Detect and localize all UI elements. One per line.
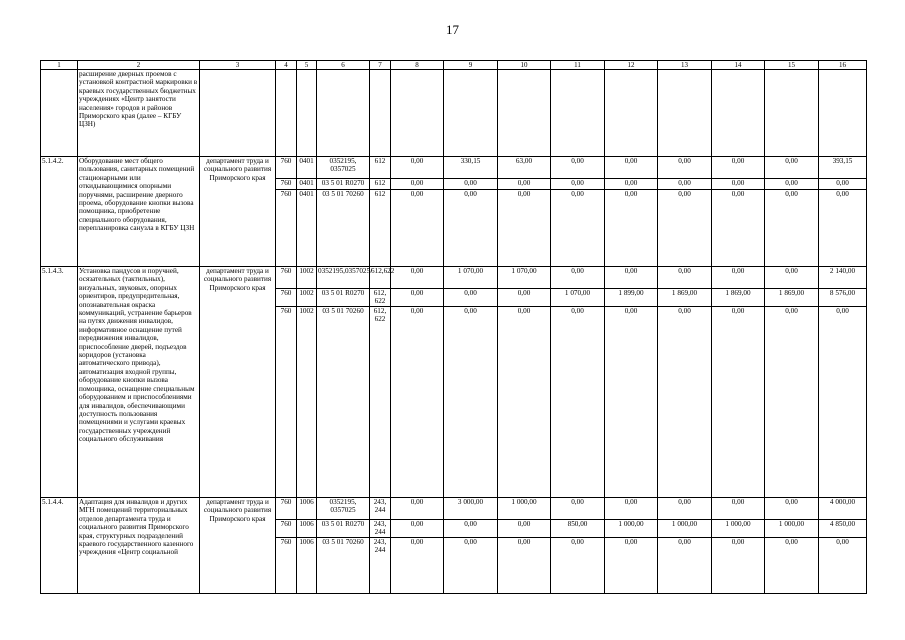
value-col-12: 0,00 xyxy=(605,190,658,267)
value-col-14: 0,00 xyxy=(712,179,765,190)
value-col-15: 0,00 xyxy=(765,157,819,179)
value-col-8: 0,00 xyxy=(391,498,444,520)
value-col-15: 0,00 xyxy=(765,190,819,267)
target-article-code: 03 5 01 R0270 xyxy=(317,179,370,190)
expense-type-code: 612, 622 xyxy=(370,307,391,498)
grbs-code: 760 xyxy=(276,538,297,594)
value-col-15: 0,00 xyxy=(765,498,819,520)
column-header: 4 xyxy=(276,61,297,70)
value-col-13: 0,00 xyxy=(658,498,712,520)
value-col-14: 1 869,00 xyxy=(712,289,765,307)
empty-cell xyxy=(391,70,444,157)
section-code: 1002 xyxy=(297,307,317,498)
column-header: 8 xyxy=(391,61,444,70)
value-col-12: 0,00 xyxy=(605,157,658,179)
empty-cell xyxy=(712,70,765,157)
value-col-8: 0,00 xyxy=(391,190,444,267)
empty-cell xyxy=(276,70,297,157)
expense-type-code: 612, 622 xyxy=(370,289,391,307)
value-col-14: 0,00 xyxy=(712,157,765,179)
value-col-11: 0,00 xyxy=(551,307,605,498)
value-col-11: 850,00 xyxy=(551,520,605,538)
target-article-code: 03 5 01 70260 xyxy=(317,307,370,498)
value-col-11: 0,00 xyxy=(551,157,605,179)
total-value: 0,00 xyxy=(819,307,867,498)
value-col-10: 1 070,00 xyxy=(498,267,551,289)
empty-cell xyxy=(370,70,391,157)
value-col-14: 0,00 xyxy=(712,267,765,289)
value-col-12: 1 899,00 xyxy=(605,289,658,307)
value-col-13: 0,00 xyxy=(658,267,712,289)
grbs-code: 760 xyxy=(276,498,297,520)
value-col-9: 330,15 xyxy=(444,157,498,179)
total-value: 4 000,00 xyxy=(819,498,867,520)
value-col-10: 1 000,00 xyxy=(498,498,551,520)
column-header: 6 xyxy=(317,61,370,70)
value-col-12: 0,00 xyxy=(605,179,658,190)
expense-type-code: 612 xyxy=(370,157,391,179)
value-col-12: 1 000,00 xyxy=(605,520,658,538)
value-col-14: 0,00 xyxy=(712,307,765,498)
section-code: 1006 xyxy=(297,498,317,520)
value-col-11: 1 070,00 xyxy=(551,289,605,307)
target-article-code: 0352195,0357025/ xyxy=(317,267,370,289)
empty-cell xyxy=(498,70,551,157)
value-col-8: 0,00 xyxy=(391,179,444,190)
empty-cell xyxy=(819,70,867,157)
value-col-10: 0,00 xyxy=(498,179,551,190)
executor: департамент труда и социального развития Приморского края xyxy=(200,498,276,594)
value-col-13: 0,00 xyxy=(658,538,712,594)
empty-cell xyxy=(658,70,712,157)
target-article-code: 03 5 01 R0270 xyxy=(317,520,370,538)
value-col-14: 0,00 xyxy=(712,538,765,594)
total-value: 8 576,00 xyxy=(819,289,867,307)
item-number: 5.1.4.4. xyxy=(41,498,78,594)
value-col-12: 0,00 xyxy=(605,538,658,594)
target-article-code: 03 5 01 70260 xyxy=(317,190,370,267)
empty-cell xyxy=(551,70,605,157)
item-number: 5.1.4.2. xyxy=(41,157,78,267)
empty-cell xyxy=(200,70,276,157)
column-header: 13 xyxy=(658,61,712,70)
value-col-10: 0,00 xyxy=(498,520,551,538)
column-header: 14 xyxy=(712,61,765,70)
grbs-code: 760 xyxy=(276,190,297,267)
column-header: 7 xyxy=(370,61,391,70)
value-col-14: 0,00 xyxy=(712,190,765,267)
value-col-9: 0,00 xyxy=(444,538,498,594)
total-value: 0,00 xyxy=(819,179,867,190)
target-article-code: 0352195, 0357025 xyxy=(317,157,370,179)
target-article-code: 0352195, 0357025 xyxy=(317,498,370,520)
value-col-13: 1 869,00 xyxy=(658,289,712,307)
budget-table xyxy=(40,60,867,594)
value-col-8: 0,00 xyxy=(391,520,444,538)
value-col-11: 0,00 xyxy=(551,179,605,190)
total-value: 0,00 xyxy=(819,538,867,594)
section-code: 1002 xyxy=(297,289,317,307)
value-col-8: 0,00 xyxy=(391,307,444,498)
section-code: 1006 xyxy=(297,520,317,538)
value-col-11: 0,00 xyxy=(551,190,605,267)
value-col-15: 0,00 xyxy=(765,179,819,190)
empty-cell xyxy=(765,70,819,157)
column-header: 15 xyxy=(765,61,819,70)
column-header: 2 xyxy=(78,61,200,70)
value-col-10: 0,00 xyxy=(498,538,551,594)
value-col-8: 0,00 xyxy=(391,157,444,179)
expense-type-code: 612,622 xyxy=(370,267,391,289)
value-col-11: 0,00 xyxy=(551,267,605,289)
grbs-code: 760 xyxy=(276,179,297,190)
empty-cell xyxy=(444,70,498,157)
item-description: Оборудование мест общего пользования, санитарных помещений стационарными или откидывающимися опорными поручнями, расширение дверного проема, оборудование кнопки вызова помощника, приобретение специального оборудования, перепланировка санузла в КГБУ ЦЗН xyxy=(78,157,200,267)
value-col-10: 0,00 xyxy=(498,190,551,267)
column-header: 16 xyxy=(819,61,867,70)
grbs-code: 760 xyxy=(276,157,297,179)
value-col-9: 0,00 xyxy=(444,190,498,267)
item-description: Адаптация для инвалидов и других МГН помещений территориальных отделов департамента труда и социального развития Приморского края, структурных подразделений краевого государственного казенного учреждения «Центр социальной xyxy=(78,498,200,594)
value-col-10: 0,00 xyxy=(498,289,551,307)
section-code: 1006 xyxy=(297,538,317,594)
value-col-12: 0,00 xyxy=(605,307,658,498)
expense-type-code: 612 xyxy=(370,190,391,267)
value-col-10: 63,00 xyxy=(498,157,551,179)
value-col-14: 0,00 xyxy=(712,498,765,520)
table-row xyxy=(41,498,867,520)
executor: департамент труда и социального развития Приморского края xyxy=(200,267,276,498)
header-row xyxy=(41,61,867,70)
value-col-13: 0,00 xyxy=(658,307,712,498)
target-article-code: 03 5 01 R0270 xyxy=(317,289,370,307)
section-code: 0401 xyxy=(297,157,317,179)
value-col-15: 0,00 xyxy=(765,267,819,289)
item-description: расширение дверных проемов с установкой контрастной маркировки в краевых государственных бюджетных учреждениях «Центр занятости населения» городов и районов Приморского края (далее – КГБУ ЦЗН) xyxy=(78,70,200,157)
item-description: Установка пандусов и поручней, осязательных (тактильных), визуальных, звуковых, опорных ориентиров, предупредительная, опознавательная окраска коммуникаций, устранение барьеров на путях движения инвалидов, информативное оснащение путей передвижения инвалидов, приспособление дверей, подъездов коридоров (установка автоматического привода), автоматизация входной группы, оборудование кнопки вызова помощника, оснащение специальным оборудованием и приспособлениями для инвалидов, обеспечивающими доступность пользования помещениями и услугами краевых государственных учреждений социального обслуживания xyxy=(78,267,200,498)
empty-cell xyxy=(605,70,658,157)
value-col-11: 0,00 xyxy=(551,498,605,520)
value-col-9: 3 000,00 xyxy=(444,498,498,520)
value-col-11: 0,00 xyxy=(551,538,605,594)
section-code: 0401 xyxy=(297,179,317,190)
column-header: 3 xyxy=(200,61,276,70)
value-col-8: 0,00 xyxy=(391,289,444,307)
value-col-15: 1 000,00 xyxy=(765,520,819,538)
value-col-15: 0,00 xyxy=(765,307,819,498)
grbs-code: 760 xyxy=(276,520,297,538)
column-header: 5 xyxy=(297,61,317,70)
expense-type-code: 243, 244 xyxy=(370,520,391,538)
grbs-code: 760 xyxy=(276,267,297,289)
value-col-12: 0,00 xyxy=(605,267,658,289)
item-number-cell xyxy=(41,70,78,157)
value-col-9: 0,00 xyxy=(444,289,498,307)
value-col-15: 0,00 xyxy=(765,538,819,594)
column-header: 12 xyxy=(605,61,658,70)
value-col-13: 0,00 xyxy=(658,179,712,190)
executor: департамент труда и социального развития Приморского края xyxy=(200,157,276,267)
column-header: 11 xyxy=(551,61,605,70)
value-col-12: 0,00 xyxy=(605,498,658,520)
total-value: 4 850,00 xyxy=(819,520,867,538)
expense-type-code: 243, 244 xyxy=(370,538,391,594)
value-col-13: 1 000,00 xyxy=(658,520,712,538)
value-col-10: 0,00 xyxy=(498,307,551,498)
value-col-15: 1 869,00 xyxy=(765,289,819,307)
value-col-14: 1 000,00 xyxy=(712,520,765,538)
section-code: 0401 xyxy=(297,190,317,267)
value-col-13: 0,00 xyxy=(658,190,712,267)
grbs-code: 760 xyxy=(276,289,297,307)
grbs-code: 760 xyxy=(276,307,297,498)
column-header: 9 xyxy=(444,61,498,70)
value-col-8: 0,00 xyxy=(391,538,444,594)
value-col-9: 1 070,00 xyxy=(444,267,498,289)
total-value: 2 140,00 xyxy=(819,267,867,289)
expense-type-code: 243, 244 xyxy=(370,498,391,520)
value-col-8: 0,00 xyxy=(391,267,444,289)
expense-type-code: 612 xyxy=(370,179,391,190)
table-row xyxy=(41,70,867,157)
target-article-code: 03 5 01 70260 xyxy=(317,538,370,594)
value-col-9: 0,00 xyxy=(444,307,498,498)
section-code: 1002 xyxy=(297,267,317,289)
table-row xyxy=(41,267,867,289)
empty-cell xyxy=(297,70,317,157)
total-value: 393,15 xyxy=(819,157,867,179)
value-col-13: 0,00 xyxy=(658,157,712,179)
value-col-9: 0,00 xyxy=(444,520,498,538)
item-number: 5.1.4.3. xyxy=(41,267,78,498)
page-number: 17 xyxy=(446,22,459,37)
column-header: 1 xyxy=(41,61,78,70)
empty-cell xyxy=(317,70,370,157)
total-value: 0,00 xyxy=(819,190,867,267)
value-col-9: 0,00 xyxy=(444,179,498,190)
table-row xyxy=(41,157,867,179)
column-header: 10 xyxy=(498,61,551,70)
